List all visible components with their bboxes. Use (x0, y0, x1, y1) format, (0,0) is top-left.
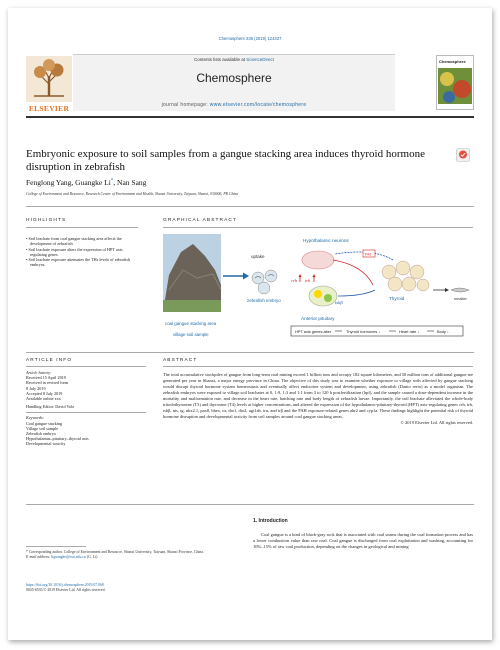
article-info (26, 370, 146, 447)
divider (26, 504, 474, 505)
ga-uptake-label: uptake (251, 254, 265, 259)
contents-line: Contents lists available at ScienceDirect (193, 57, 275, 62)
history-line: Received in revised form (26, 380, 69, 386)
keyword: Hypothalamus–pituitary–thyroid axis (26, 436, 89, 442)
author-list: Fenglong Yang, Guangke Li*, Nan Sang (26, 178, 147, 187)
divider (26, 206, 474, 207)
footnote-rule (26, 546, 86, 547)
abstract-copyright: © 2019 Elsevier Ltd. All rights reserved. (400, 419, 473, 425)
cover-title: Chemosphere (439, 59, 466, 64)
ga-embryo-label: zebrafish embryo (247, 298, 281, 303)
history-line: Available online xxx (26, 396, 61, 402)
keyword: Village soil sample (26, 425, 59, 431)
abstract-body (163, 372, 473, 426)
embryo-icon (258, 282, 270, 294)
ga-soil-label: village soil sample (173, 332, 209, 337)
ga-crh-label: crh (291, 278, 298, 283)
homepage-link[interactable]: www.elsevier.com/locate/chemosphere (209, 102, 307, 108)
intro-text: Coal gangue is a kind of black-gray rock that is associated with coal seams during the coal formation process and has a lower combustion value than raw coal. Coal gangue is discharged from coal exploitation and washing, accounting for 10%–15% of raw coal production, depending on the changes in geological and mining (253, 532, 473, 549)
larva-icon (451, 288, 469, 292)
journal-name: Chemosphere (196, 71, 272, 85)
issn-line: 0045-6535/© 2019 Elsevier Ltd. All rights reserved. (26, 587, 106, 592)
ga-smaller-label: smaller (454, 296, 467, 301)
keyword: Developmental toxicity (26, 441, 66, 447)
highlight-item: • Soil leachate exposure alters the expression of HPT axis regulating genes. (26, 246, 123, 257)
article-info-heading: ARTICLE INFO (26, 358, 73, 363)
abstract-heading: ABSTRACT (163, 358, 198, 363)
history-line: 8 July 2019 (26, 385, 46, 391)
abstract-text: The total accumulative stockpiles of gangue from long-term coal mining exceed 1 billion tons and occupy 182 square kilometers, and 50 million tons of additional gangue are generated per year in Shanxi, a major energy province in China. The objective of this study was to examine whether exposure to village soils affected by gangue stacking would disrupt thyroid hormone system homeostasis and eventually affect endocrine system and development, using zebrafish (Danio rerio) as a model organism. The zebrafish embryos were exposed to village soil leachates at 0, 1:9, 1:3 and 1:1 from 3 to 120 h postfertilization (hpf), and the sample caused a dose-dependent increase in the mortality and malformation rate, and decrease in the heart rate, hatching rate and body length of zebrafish larvae. Importantly, the soil leachate alleviated the whole-body triiodothyronine (T3) and thyroxine (T4) levels at higher concentrations, and altered the expression of the hypothalamic-pituitary-thyroid (HPT) axis-regulating genes crh, trh, tshβ, nis, tg, nkx2.1, pax8, hhex, ttr, dio1, dio2, ugt1ab, trα, and trβ and the PAH exposure-related genes ahr2 and cyp1a. These findings highlight the potential risk of thyroid hormone disruption and developmental toxicity from soil samples around coal gangue stacking areas. (163, 372, 473, 419)
corresponding-footnote: * Corresponding author. College of Environment and Resource, Shanxi University, Taiyuan, Shanxi Province, China. E-mail address: liguangke@sxu.edu.cn (G. Li). (26, 550, 241, 560)
highlight-item: • Soil leachate exposure attenuates the THs levels of zebrafish embryos. (26, 257, 131, 268)
history-label: Article history: (26, 370, 52, 375)
ga-area-label: coal gangue stacking area (165, 321, 217, 326)
highlight-item: • Soil leachate from coal gangue stacking area affects the development of zebrafish. (26, 236, 122, 247)
highlights-heading: HIGHLIGHTS (26, 218, 67, 223)
ga-box2: Thyroid hormones ↓ (346, 328, 381, 334)
ga-hypothalamic-label: Hypothalamic neurons (303, 238, 349, 243)
neuron-icon (302, 251, 334, 269)
ga-trh-label: trh (305, 278, 311, 283)
thyroid-follicles-icon (382, 261, 429, 291)
keyword: Coal gangue stacking (26, 420, 63, 426)
doi-block (26, 583, 105, 593)
keyword: Zebrafish embryo (26, 431, 56, 437)
divider (26, 412, 146, 413)
tree-icon (26, 56, 72, 102)
embryo-icon (265, 270, 277, 282)
journal-header (73, 54, 395, 111)
divider (26, 227, 138, 228)
history-line: Accepted 8 July 2019 (26, 390, 63, 396)
corresponding-author-mark[interactable]: * (110, 178, 114, 184)
intro-heading: 1. Introduction (253, 518, 288, 524)
ga-tsh-label: tshβ (335, 300, 343, 305)
highlights-list (26, 236, 138, 268)
handling-editor: Handling Editor: David Volz (26, 404, 75, 410)
ga-pituitary-label: Anterior pituitary (301, 316, 335, 321)
sciencedirect-link[interactable]: ScienceDirect (246, 57, 275, 62)
ga-box3: Heart rate ↓ (399, 328, 420, 334)
publisher-name: ELSEVIER (28, 104, 70, 113)
divider (163, 366, 473, 367)
ga-thyroid-label: Thyroid (389, 296, 405, 301)
keywords-label: Keywords: (26, 415, 44, 421)
cover-art-icon (437, 67, 473, 107)
journal-homepage: journal homepage: www.elsevier.com/locate/chemosphere (161, 102, 307, 108)
journal-citation[interactable]: Chemosphere 236 (2019) 124337 (218, 36, 282, 41)
divider (163, 227, 473, 228)
check-updates-icon[interactable] (456, 148, 470, 162)
ga-ths-label: THs (364, 251, 372, 257)
article-title: Embryonic exposure to soil samples from a gangue stacking area induces thyroid hormone disruption in zebrafish (26, 148, 425, 173)
affiliation: College of Environment and Resource, Research Center of Environment and Health, Shanxi University, Taiyuan, Shanxi, 030006, PR China (26, 192, 239, 196)
journal-cover (436, 55, 474, 110)
pituitary-icon (309, 286, 337, 306)
paper-page (8, 8, 492, 640)
ga-box4: Body ↓ (437, 328, 449, 334)
elsevier-logo (26, 56, 72, 112)
history-line: Received 15 April 2019 (26, 375, 66, 381)
header-rule (26, 116, 474, 118)
footnote-corr: * Corresponding author. College of Environment and Resource, Shanxi University, Taiyuan, Shanxi Province, China. (26, 550, 204, 554)
ga-box1: HPT axis genes alter (295, 328, 332, 334)
graphical-abstract-figure (163, 230, 473, 350)
arrow-icon (243, 273, 249, 280)
doi-link[interactable]: https://doi.org/10.1016/j.chemosphere.2019.07.068 (26, 583, 104, 587)
email-link[interactable]: liguangke@sxu.edu.cn (51, 554, 86, 559)
divider (26, 366, 146, 367)
graphical-abstract-heading: GRAPHICAL ABSTRACT (163, 218, 237, 223)
divider (26, 352, 474, 353)
